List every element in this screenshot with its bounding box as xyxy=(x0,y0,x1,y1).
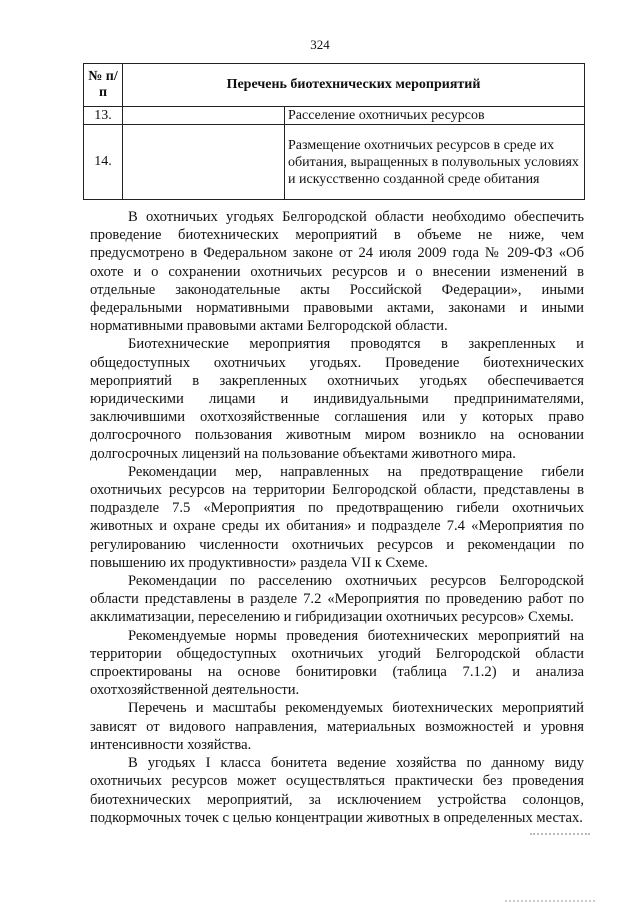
row-text: Расселение охотничьих ресурсов xyxy=(285,107,585,125)
row-num: 13. xyxy=(84,107,123,125)
table-row xyxy=(84,125,585,200)
paragraph: Биотехнические мероприятия проводятся в закрепленных и общедоступных охотничьих угодьях. Проведение биотехнических мероприятий в закрепленных охотничьих угодьях обеспечивается юридическими лицами и индивидуальными предпринимателями, заключившими охотхозяйственные соглашения или у которых право долгосрочного пользования животным миром возникло на основании долгосрочных лицензий на пользование объектами животного мира. xyxy=(90,336,584,462)
body-text xyxy=(90,208,584,827)
header-title: Перечень биотехнических мероприятий xyxy=(123,64,585,107)
header-num: № п/п xyxy=(84,64,123,107)
page-number: 324 xyxy=(310,37,330,52)
row-empty-cell xyxy=(123,107,285,125)
paragraph: В угодьях I класса бонитета ведение хозяйства по данному виду охотничьих ресурсов может осуществляться практически без проведения биотехнических мероприятий, за исключением устройства солонцов, подкормочных точек с целью концентрации животных в определенных местах. xyxy=(90,755,584,826)
biotech-measures-table xyxy=(83,63,585,200)
table-row xyxy=(84,107,585,125)
row-num: 14. xyxy=(84,125,123,200)
row-empty-cell xyxy=(123,125,285,200)
paragraph: Рекомендации мер, направленных на предотвращение гибели охотничьих ресурсов на территории Белгородской области, представлены в подразделе 7.5 «Мероприятия по предотвращению гибели охотничьих животных и охране среды их обитания» и подразделе 7.4 «Мероприятия по регулированию численности охотничьих ресурсов и рекомендации по повышению их продуктивности» раздела VII к Схеме. xyxy=(90,463,584,571)
paragraph: Перечень и масштабы рекомендуемых биотехнических мероприятий зависят от видового направления, материальных возможностей и уровня интенсивности хозяйства. xyxy=(90,700,584,753)
row-text: Размещение охотничьих ресурсов в среде их обитания, выращенных в полувольных условиях и искусственно созданной среде обитания xyxy=(285,125,585,200)
paragraph: В охотничьих угодьях Белгородской области необходимо обеспечить проведение биотехнических мероприятий в объеме не ниже, чем предусмотрено в Федеральном законе от 24 июля 2009 года № 209-ФЗ «Об охоте и о сохранении охотничьих ресурсов и о внесении изменений в отдельные законодательные акты Российской Федерации», иными федеральными нормативными правовыми актами, законами и иными нормативными правовыми актами Белгородской области. xyxy=(90,209,584,335)
scan-artifact xyxy=(505,900,595,904)
paragraph: Рекомендуемые нормы проведения биотехнических мероприятий на территории общедоступных охотничьих угодий Белгородской области спроектированы на основе бонитировки (таблица 7.1.2) и анализа охотхозяйственной деятельности. xyxy=(90,627,584,699)
paragraph: Рекомендации по расселению охотничьих ресурсов Белгородской области представлены в разделе 7.2 «Мероприятия по проведению работ по акклиматизации, переселению и гибридизации охотничьих ресурсов» Схемы. xyxy=(90,573,584,626)
scan-artifact xyxy=(530,833,590,837)
table-header-row xyxy=(84,64,585,107)
